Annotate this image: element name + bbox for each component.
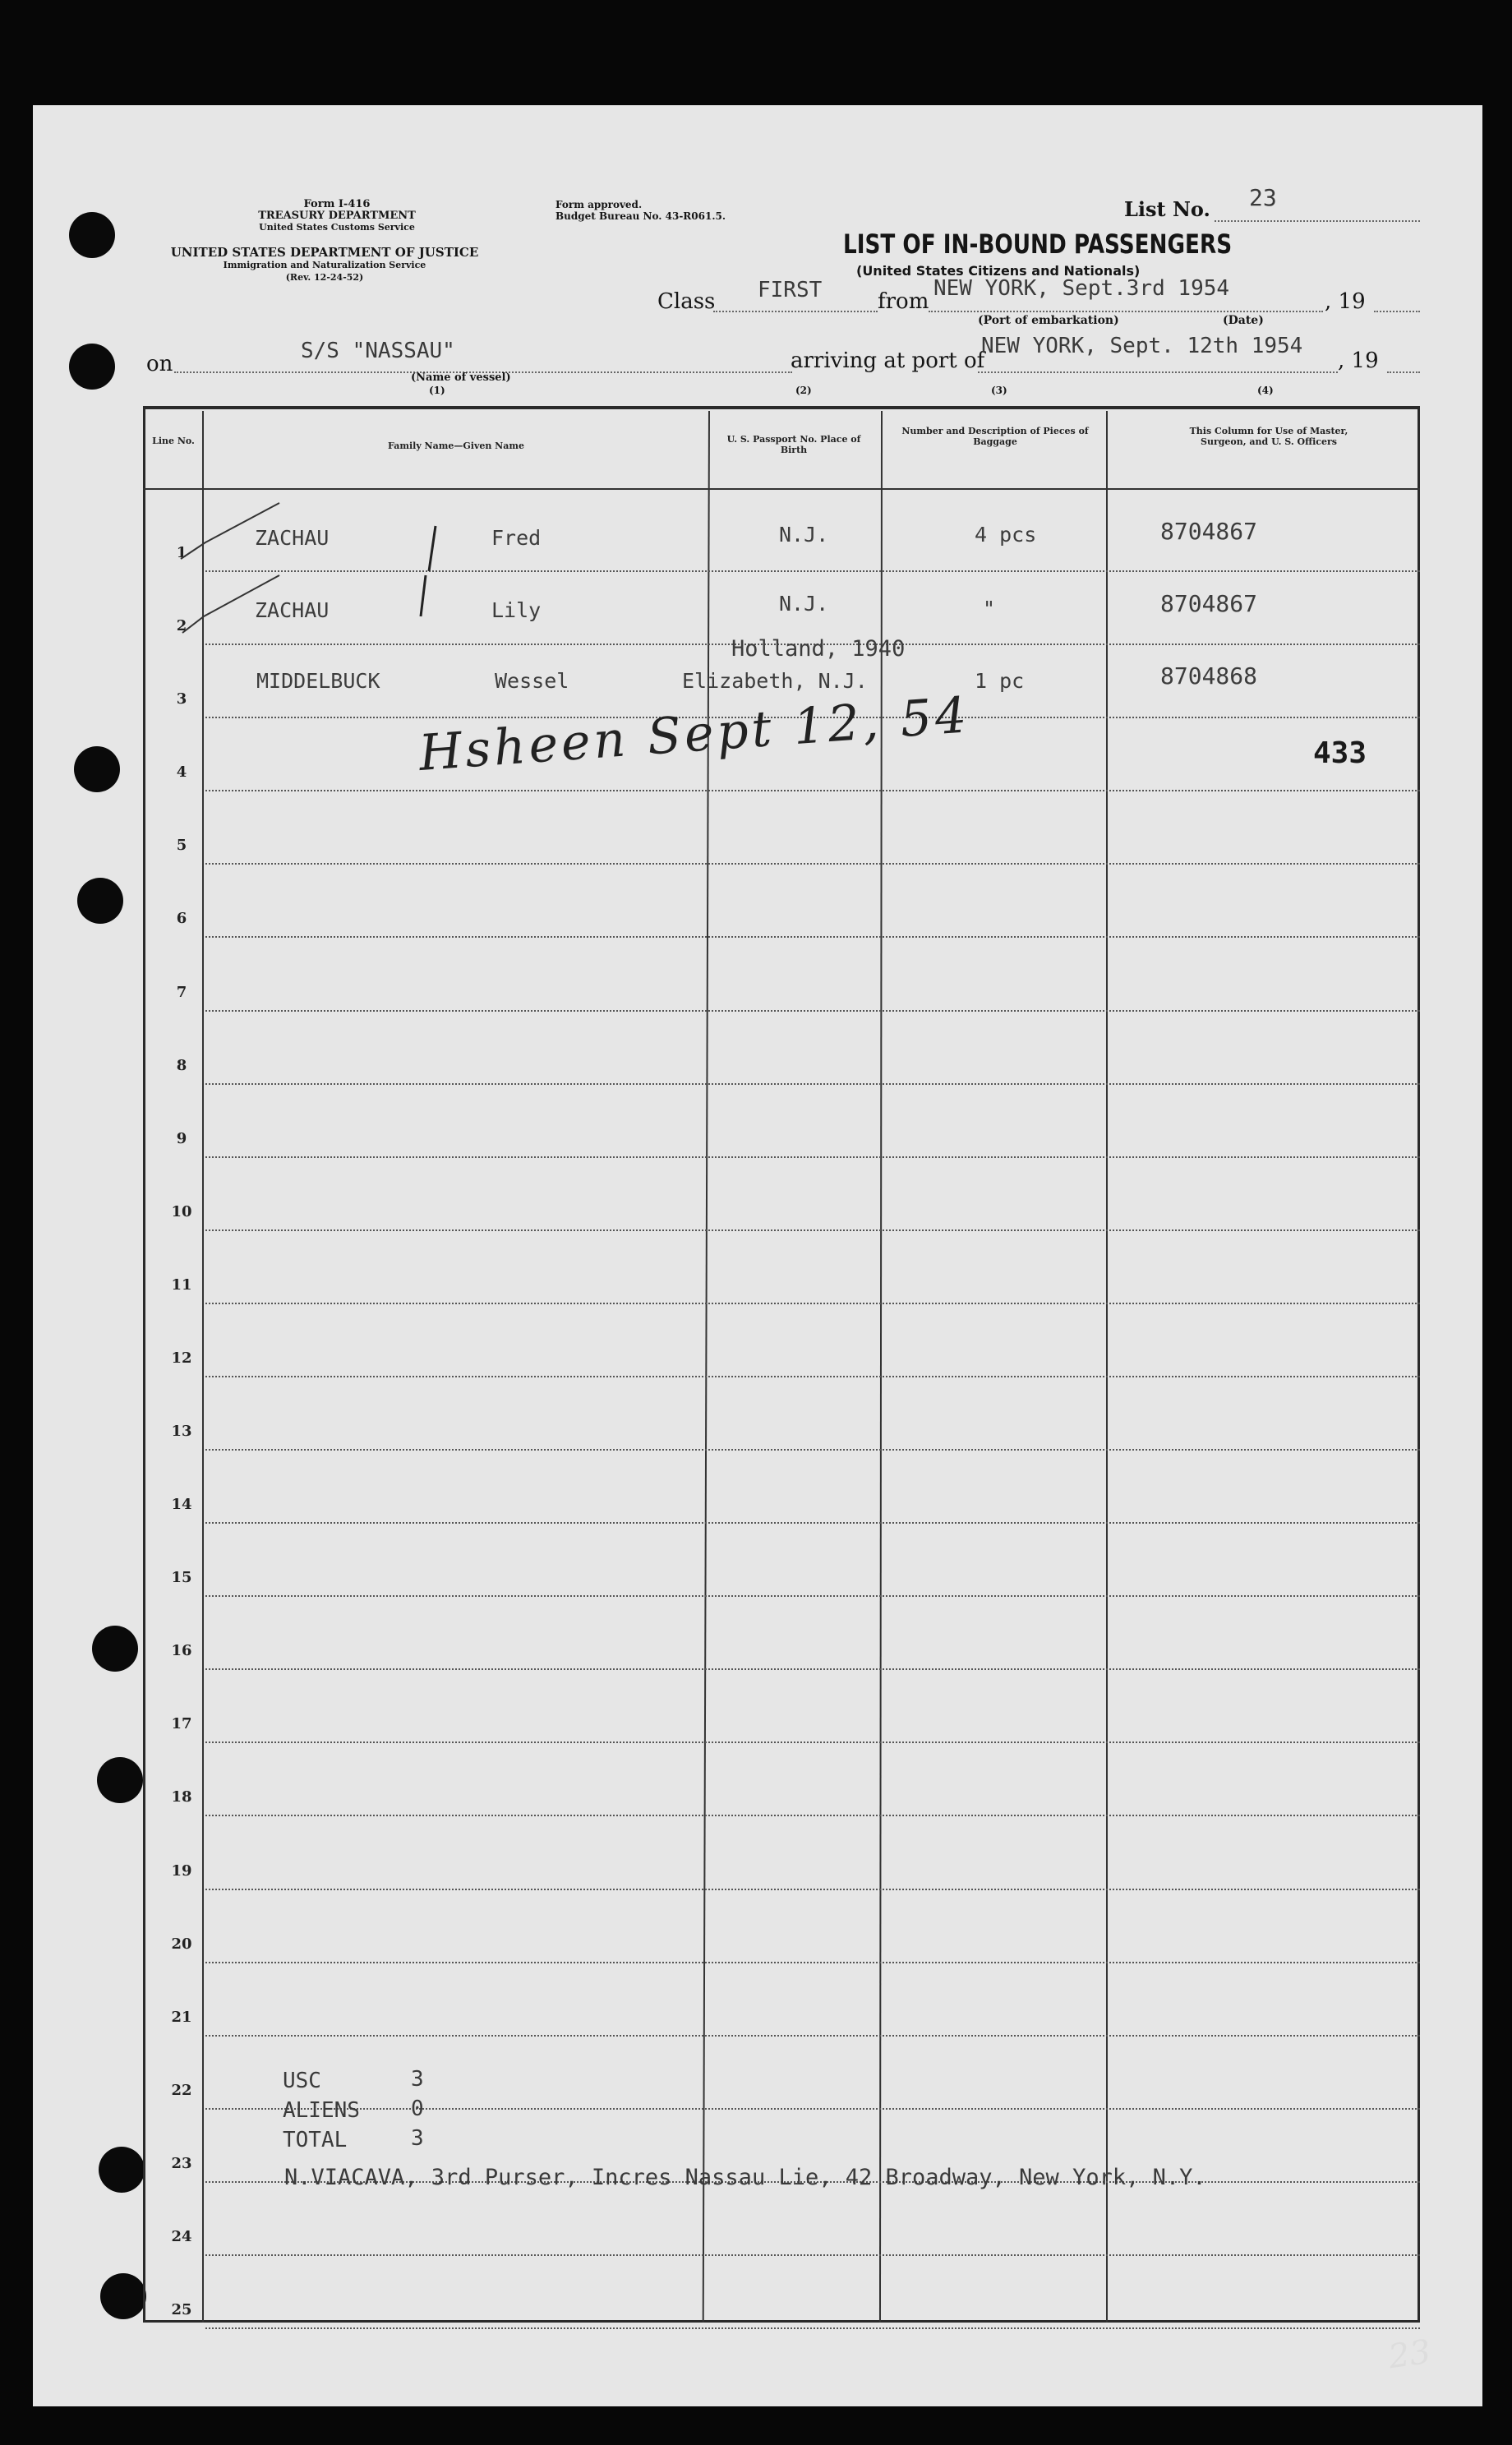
rev-label: (Rev. 12-24-52) xyxy=(285,272,364,283)
usc-label: USC xyxy=(283,2069,321,2093)
line-number: 7 xyxy=(176,984,187,1001)
col-num-2: (2) xyxy=(795,385,812,396)
vessel-name: S/S "NASSAU" xyxy=(301,339,455,363)
stamp-number: 433 xyxy=(1313,736,1367,770)
binder-hole xyxy=(69,212,115,258)
line-number: 18 xyxy=(171,1788,192,1806)
passenger-1-family: ZACHAU xyxy=(255,526,330,550)
summary-values xyxy=(411,2064,424,2153)
year-suffix: , 19 xyxy=(1325,289,1366,314)
binder-hole xyxy=(69,344,115,390)
line-number: 16 xyxy=(171,1642,192,1659)
class-label: Class xyxy=(657,289,716,314)
binder-hole xyxy=(92,1626,138,1672)
row-line xyxy=(205,1815,1420,1816)
col-num-3: (3) xyxy=(991,385,1007,396)
year-line xyxy=(1374,311,1420,312)
row-line xyxy=(205,1449,1420,1451)
handwritten-note: Hsheen Sept 12, 54 xyxy=(417,686,972,782)
passenger-1-number: 8704867 xyxy=(1160,518,1258,545)
line-number: 19 xyxy=(171,1862,192,1880)
from-value: NEW YORK, Sept.3rd 1954 xyxy=(933,276,1230,301)
line-number: 11 xyxy=(171,1276,192,1294)
line-number: 13 xyxy=(171,1423,192,1440)
header-separator xyxy=(143,488,1420,490)
line-number: 1 xyxy=(176,544,187,561)
doj-header xyxy=(140,247,509,284)
row-line xyxy=(205,2035,1420,2037)
total-value: 3 xyxy=(411,2126,424,2151)
binder-hole xyxy=(77,878,123,924)
row-line xyxy=(205,1889,1420,1890)
passenger-2-number: 8704867 xyxy=(1160,590,1258,617)
binder-hole xyxy=(74,746,120,792)
document-subtitle: (United States Citizens and Nationals) xyxy=(856,263,1141,279)
row-line xyxy=(205,1668,1420,1670)
line-number: 3 xyxy=(176,690,187,708)
document-title: LIST OF IN-BOUND PASSENGERS xyxy=(843,228,1233,260)
line-number: 10 xyxy=(171,1203,192,1220)
passenger-3-baggage: 1 pc xyxy=(975,669,1025,693)
year-suffix-2: , 19 xyxy=(1338,348,1379,373)
class-line xyxy=(713,311,878,312)
row-line xyxy=(205,1376,1420,1377)
header-officers: This Column for Use of Master, Surgeon, and U. S. Officers xyxy=(1189,426,1348,447)
date-caption: (Date) xyxy=(1223,314,1264,327)
usc-value: 3 xyxy=(411,2067,424,2092)
column-divider xyxy=(202,411,204,2323)
from-label: from xyxy=(878,289,929,314)
header-line-no: Line No. xyxy=(152,436,195,446)
vessel-caption: (Name of vessel) xyxy=(411,371,511,384)
on-label: on xyxy=(146,352,173,376)
list-no-label: List No. xyxy=(1124,197,1210,221)
row-line xyxy=(205,790,1420,791)
passenger-3-birth-above: Holland, 1940 xyxy=(731,636,906,662)
row-line xyxy=(205,1522,1420,1524)
row-line xyxy=(205,1083,1420,1085)
purser-signature: N.VIACAVA, 3rd Purser, Incres Nassau Lie, 42 Broadway, New York, N.Y. xyxy=(284,2165,1206,2190)
aliens-value: 0 xyxy=(411,2097,424,2121)
line-number: 15 xyxy=(171,1569,192,1586)
form-approved: Form approved. xyxy=(555,199,643,210)
line-number: 6 xyxy=(176,910,187,927)
budget-bureau: Budget Bureau No. 43-R061.5. xyxy=(555,210,726,222)
line-number: 12 xyxy=(171,1349,192,1367)
row-line xyxy=(205,1303,1420,1304)
row-line xyxy=(205,1595,1420,1597)
check-marks xyxy=(164,493,592,641)
binder-hole xyxy=(100,2273,146,2319)
row-line xyxy=(205,1010,1420,1012)
passenger-3-number: 8704868 xyxy=(1160,662,1258,690)
row-line xyxy=(205,1741,1420,1743)
list-no-line xyxy=(1215,220,1420,222)
embark-caption: (Port of embarkation) xyxy=(978,314,1119,327)
customs-service: United States Customs Service xyxy=(259,222,415,233)
header-passport: U. S. Passport No. Place of Birth xyxy=(726,434,861,455)
arrival-line xyxy=(978,371,1338,373)
line-number: 23 xyxy=(171,2155,192,2172)
line-number: 22 xyxy=(171,2082,192,2099)
ins-label: Immigration and Naturalization Service xyxy=(223,260,426,270)
treasury-dept: TREASURY DEPARTMENT xyxy=(258,210,416,222)
row-line xyxy=(205,863,1420,865)
col-num-1: (1) xyxy=(429,385,445,396)
aliens-label: ALIENS xyxy=(283,2098,360,2123)
row-line xyxy=(205,1962,1420,1963)
line-number: 17 xyxy=(171,1715,192,1732)
passenger-1-birth: N.J. xyxy=(779,523,829,547)
summary-labels xyxy=(283,2066,360,2155)
line-number: 4 xyxy=(176,763,187,781)
col-num-4: (4) xyxy=(1257,385,1274,396)
row-line xyxy=(205,1229,1420,1231)
header-baggage: Number and Description of Pieces of Baggage xyxy=(901,426,1089,447)
line-number: 14 xyxy=(171,1496,192,1513)
line-number: 2 xyxy=(176,617,187,634)
year-line-2 xyxy=(1387,371,1420,373)
line-number: 5 xyxy=(176,837,187,854)
passenger-1-given: Fred xyxy=(491,526,542,550)
binder-hole xyxy=(99,2147,145,2193)
margin-note: 23 xyxy=(1386,2332,1433,2377)
row-line xyxy=(205,936,1420,938)
line-number: 20 xyxy=(171,1935,192,1953)
passenger-3-given: Wessel xyxy=(495,669,569,693)
passenger-3-family: MIDDELBUCK xyxy=(256,669,380,693)
passenger-2-given: Lily xyxy=(491,598,542,622)
arrival-value: NEW YORK, Sept. 12th 1954 xyxy=(981,334,1303,358)
row-line xyxy=(205,2327,1420,2329)
passenger-2-family: ZACHAU xyxy=(255,598,330,622)
doj-label: UNITED STATES DEPARTMENT OF JUSTICE xyxy=(170,245,479,260)
arriving-label: arriving at port of xyxy=(791,348,985,373)
passenger-2-birth: N.J. xyxy=(779,592,829,616)
passenger-3-birth: Elizabeth, N.J. xyxy=(682,669,868,693)
list-no-value: 23 xyxy=(1249,184,1277,211)
passenger-1-baggage: 4 pcs xyxy=(975,523,1037,547)
binder-hole xyxy=(97,1757,143,1803)
row-line xyxy=(205,1156,1420,1158)
line-number: 21 xyxy=(171,2009,192,2026)
approval-block xyxy=(555,199,726,222)
header-name: Family Name—Given Name xyxy=(388,441,524,451)
row-line xyxy=(205,2254,1420,2256)
line-number: 9 xyxy=(176,1130,187,1147)
line-number: 24 xyxy=(171,2228,192,2245)
line-number: 8 xyxy=(176,1057,187,1074)
form-header-left xyxy=(181,199,493,233)
from-line xyxy=(929,311,1323,312)
row-line xyxy=(205,2108,1420,2110)
form-number: Form I-416 xyxy=(303,198,371,210)
total-label: TOTAL xyxy=(283,2128,348,2152)
passenger-2-baggage: " xyxy=(983,597,996,620)
line-number: 25 xyxy=(171,2301,192,2318)
class-value: FIRST xyxy=(758,278,823,302)
